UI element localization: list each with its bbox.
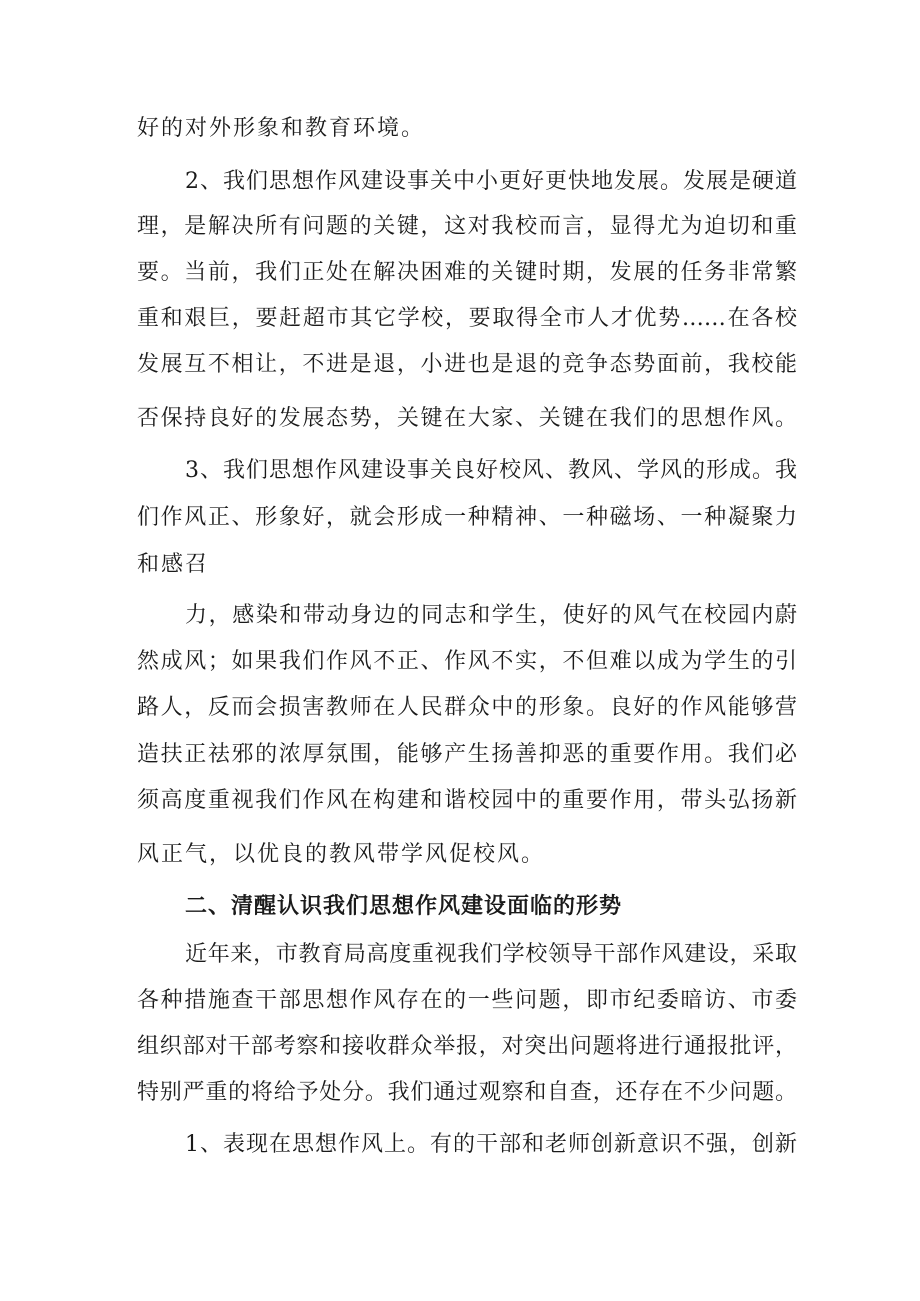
text-line: 否保持良好的发展态势，关键在大家、关键在我们的思想作风。	[137, 406, 797, 431]
text-line: 们作风正、形象好，就会形成一种精神、一种磁场、一种凝聚力	[137, 505, 797, 530]
text-line: 然成风；如果我们作风不正、作风不实，不但难以成为学生的引	[137, 649, 797, 674]
text-line: 特别严重的将给予处分。我们通过观察和自查，还存在不少问题。	[137, 1080, 797, 1105]
text-line: 和感召	[137, 552, 210, 577]
text-line: 发展互不相让，不进是退，小进也是退的竞争态势面前，我校能	[137, 352, 797, 377]
paragraph-first-line: 2、我们思想作风建设事关中小更好更快地发展。发展是硬道	[185, 169, 797, 194]
text-line: 重和艰巨，要赶超市其它学校，要取得全市人才优势……在各校	[137, 306, 797, 331]
paragraph-first-line: 3、我们思想作风建设事关良好校风、教风、学风的形成。我	[185, 458, 797, 483]
paragraph-first-line: 近年来，市教育局高度重视我们学校领导干部作风建设，采取	[185, 942, 797, 967]
text-line: 理，是解决所有问题的关键，这对我校而言，显得尤为迫切和重	[137, 214, 797, 239]
paragraph-first-line: 力，感染和带动身边的同志和学生，使好的风气在校园内蔚	[185, 603, 797, 628]
text-line: 路人，反而会损害教师在人民群众中的形象。良好的作风能够营	[137, 695, 797, 720]
text-line: 要。当前，我们正处在解决困难的关键时期，发展的任务非常繁	[137, 260, 797, 285]
section-heading: 二、清醒认识我们思想作风建设面临的形势	[185, 894, 623, 919]
paragraph-first-line: 1、表现在思想作风上。有的干部和老师创新意识不强，创新	[185, 1132, 797, 1157]
text-line: 组织部对干部考察和接收群众举报，对突出问题将进行通报批评，	[137, 1034, 797, 1059]
text-line: 造扶正祛邪的浓厚氛围，能够产生扬善抑恶的重要作用。我们必	[137, 742, 797, 767]
text-line: 各种措施查干部思想作风存在的一些问题，即市纪委暗访、市委	[137, 988, 797, 1013]
text-line: 须高度重视我们作风在构建和谐校园中的重要作用，带头弘扬新	[137, 788, 797, 813]
text-line: 好的对外形象和教育环境。	[137, 116, 426, 141]
text-line: 风正气，以优良的教风带学风促校风。	[137, 842, 546, 867]
